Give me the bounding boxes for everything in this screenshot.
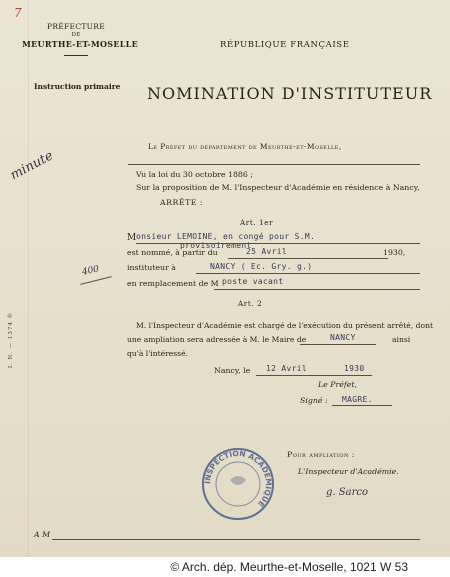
footer-line (52, 539, 420, 540)
document-title: NOMINATION D'INSTITUTEUR (147, 84, 433, 103)
inspecteur-signature: g. Sarco (326, 487, 368, 498)
stamp-text: INSPECTION ACADÉMIQUE (202, 448, 274, 509)
appointed-date: 25 Avril (246, 247, 287, 256)
nominee-line (136, 243, 420, 244)
signer-name: MAGRE. (342, 395, 373, 404)
article-1-heading: Art. 1er (240, 218, 274, 227)
department-label: Instruction primaire (34, 82, 121, 91)
republic-heading: RÉPUBLIQUE FRANÇAISE (220, 40, 350, 50)
ampliation-label: Pour ampliation : (287, 450, 355, 459)
copyright-banner: © Arch. dép. Meurthe-et-Moselle, 1021 W 53 (0, 557, 450, 577)
signer-line (332, 405, 392, 406)
mayor-city: NANCY (330, 333, 356, 342)
school-typed: NANCY ( Ec. Gry. g.) (210, 262, 313, 271)
provisional-typed: provisoirement (180, 241, 252, 250)
article2-line2: une ampliation sera adressée à M. le Maire de (127, 335, 307, 344)
prefecture-name: MEURTHE-ET-MOSELLE (22, 39, 139, 49)
replacement-prefix: en remplacement de M (127, 279, 219, 288)
body-rule (128, 164, 420, 165)
header-rule (64, 55, 88, 56)
replacement-line (214, 289, 420, 290)
footer-am: A M (34, 530, 51, 539)
article2-line3: qu'à l'intéressé. (127, 349, 188, 358)
prefecture-label: PRÉFECTURE (46, 22, 106, 31)
article2-ainsi: ainsi (392, 335, 411, 344)
school-line (196, 273, 420, 274)
m-prefix: M (127, 233, 137, 243)
prefecture-header (22, 22, 139, 60)
minute-note: minute (8, 148, 56, 184)
figure-note: 400 (81, 264, 101, 278)
date-line (228, 258, 388, 259)
academic-stamp (200, 446, 276, 522)
prefet-line: Le Préfet du département de Meurthe-et-Moselle, (148, 142, 342, 151)
sign-date-line (256, 375, 372, 376)
article2-line1: M. l'Inspecteur d'Académie est chargé de l'exécution du présent arrêté, dont (136, 321, 434, 330)
article-2-heading: Art. 2 (238, 299, 263, 308)
appointed-prefix: est nommé, à partir du (127, 248, 218, 257)
signe-label: Signé : (300, 396, 328, 405)
proposal-line: Sur la proposition de M. l'Inspecteur d'Académie en résidence à Nancy, (136, 183, 420, 192)
replacement-typed: poste vacant (222, 277, 284, 286)
law-line: Vu la loi du 30 octobre 1886 ; (136, 170, 253, 179)
inspecteur-label: L'Inspecteur d'Académie. (298, 467, 399, 476)
side-reference: I. N. — 1374 ® (8, 311, 14, 368)
mayor-line (300, 344, 376, 345)
arrete-label: ARRÊTE : (160, 198, 204, 207)
sign-year: 1930 (344, 364, 365, 373)
year-suffix: 1930, (383, 248, 406, 257)
place-prefix: Nancy, le (214, 366, 251, 375)
sign-date: 12 Avril (266, 364, 307, 373)
prefecture-de: DE (71, 32, 81, 38)
prefet-sign: Le Préfet, (318, 380, 357, 389)
instituteur-prefix: instituteur à (127, 263, 176, 272)
nominee-typed: onsieur LEMOINE, en congé pour S.M. (136, 232, 316, 241)
margin-fold (28, 0, 29, 557)
corner-number: 7 (14, 6, 22, 20)
